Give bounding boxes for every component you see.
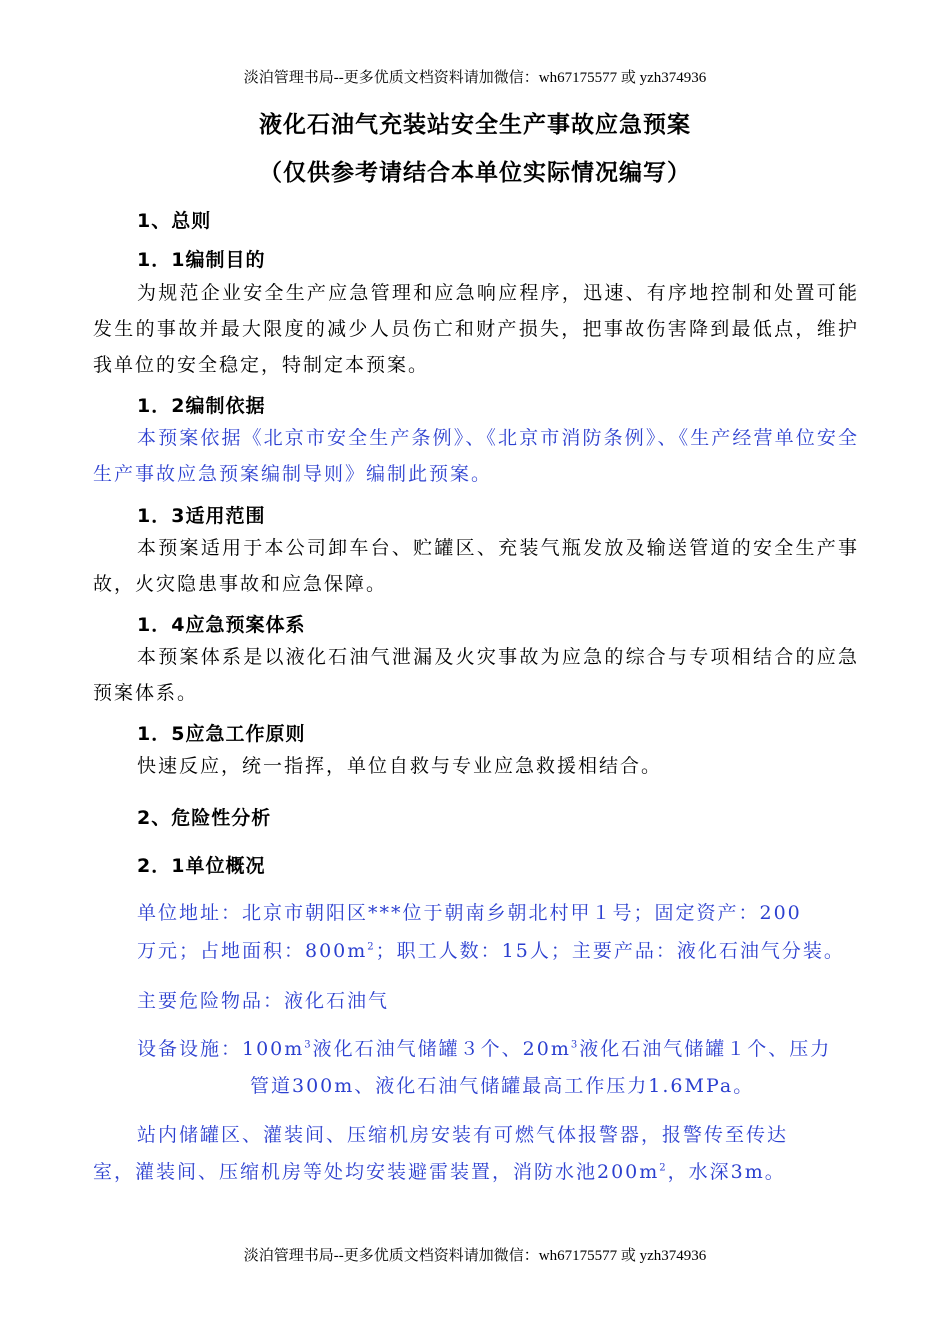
equipment-line-1: 设备设施：$100m^3$液化石油气储罐３个、$20m^3$液化石油气储罐１个、压力 xyxy=(137,1038,832,1060)
equipment-line-2: 管道300m、液化石油气储罐最高工作压力1.6MPa。 xyxy=(250,1075,755,1097)
hazard-materials: 主要危险物品：液化石油气 xyxy=(137,990,390,1012)
page-footer: 淡泊管理书局--更多优质文档资料请加微信：wh67175577 或 yzh374936 xyxy=(243,1248,707,1264)
section-1-1-body: 为规范企业安全生产应急管理和应急响应程序，迅速、有序地控制和处置可能发生的事故并最大限度的减少人员伤亡和财产损失，把事故伤害降到最低点，维护我单位的安全稳定，特制定本预案。 xyxy=(93,282,859,376)
section-1-1-heading: 1．1编制目的 xyxy=(137,249,266,271)
section-2-1-heading: 2．1单位概况 xyxy=(137,855,266,877)
section-1-heading: 1、总则 xyxy=(137,210,212,232)
alarm-line-2: 室，灌装间、压缩机房等处均安装避雷装置，消防水池$200m^2$，水深3m。 xyxy=(93,1161,786,1183)
alarm-line-1: 站内储罐区、灌装间、压缩机房安装有可燃气体报警器，报警传至传达 xyxy=(137,1124,789,1146)
unit-address-line-2: 万元；占地面积：$800m^2$；职工人数：15人；主要产品：液化石油气分装。 xyxy=(137,940,845,962)
document-subtitle: （仅供参考请结合本单位实际情况编写） xyxy=(259,160,691,186)
section-1-4-heading: 1．4应急预案体系 xyxy=(137,614,306,636)
section-1-5-body: 快速反应，统一指挥，单位自救与专业应急救援相结合。 xyxy=(137,755,663,777)
page-header: 淡泊管理书局--更多优质文档资料请加微信：wh67175577 或 yzh374936 xyxy=(243,70,707,86)
section-2-heading: 2、危险性分析 xyxy=(137,807,272,829)
section-1-3-heading: 1．3适用范围 xyxy=(137,505,266,527)
unit-address-line-1: 单位地址：北京市朝阳区***位于朝南乡朝北村甲１号；固定资产：200 xyxy=(137,902,802,924)
section-1-4-body: 本预案体系是以液化石油气泄漏及火灾事故为应急的综合与专项相结合的应急预案体系。 xyxy=(93,646,859,704)
section-1-2-body: 本预案依据《北京市安全生产条例》、《北京市消防条例》、《生产经营单位安全生产事故应急预案编制导则》编制此预案。 xyxy=(93,427,859,485)
section-1-3-body: 本预案适用于本公司卸车台、贮罐区、充装气瓶发放及输送管道的安全生产事故，火灾隐患事故和应急保障。 xyxy=(93,537,859,595)
document-title: 液化石油气充装站安全生产事故应急预案 xyxy=(259,112,691,138)
section-1-2-heading: 1．2编制依据 xyxy=(137,395,266,417)
section-1-5-heading: 1．5应急工作原则 xyxy=(137,723,306,745)
